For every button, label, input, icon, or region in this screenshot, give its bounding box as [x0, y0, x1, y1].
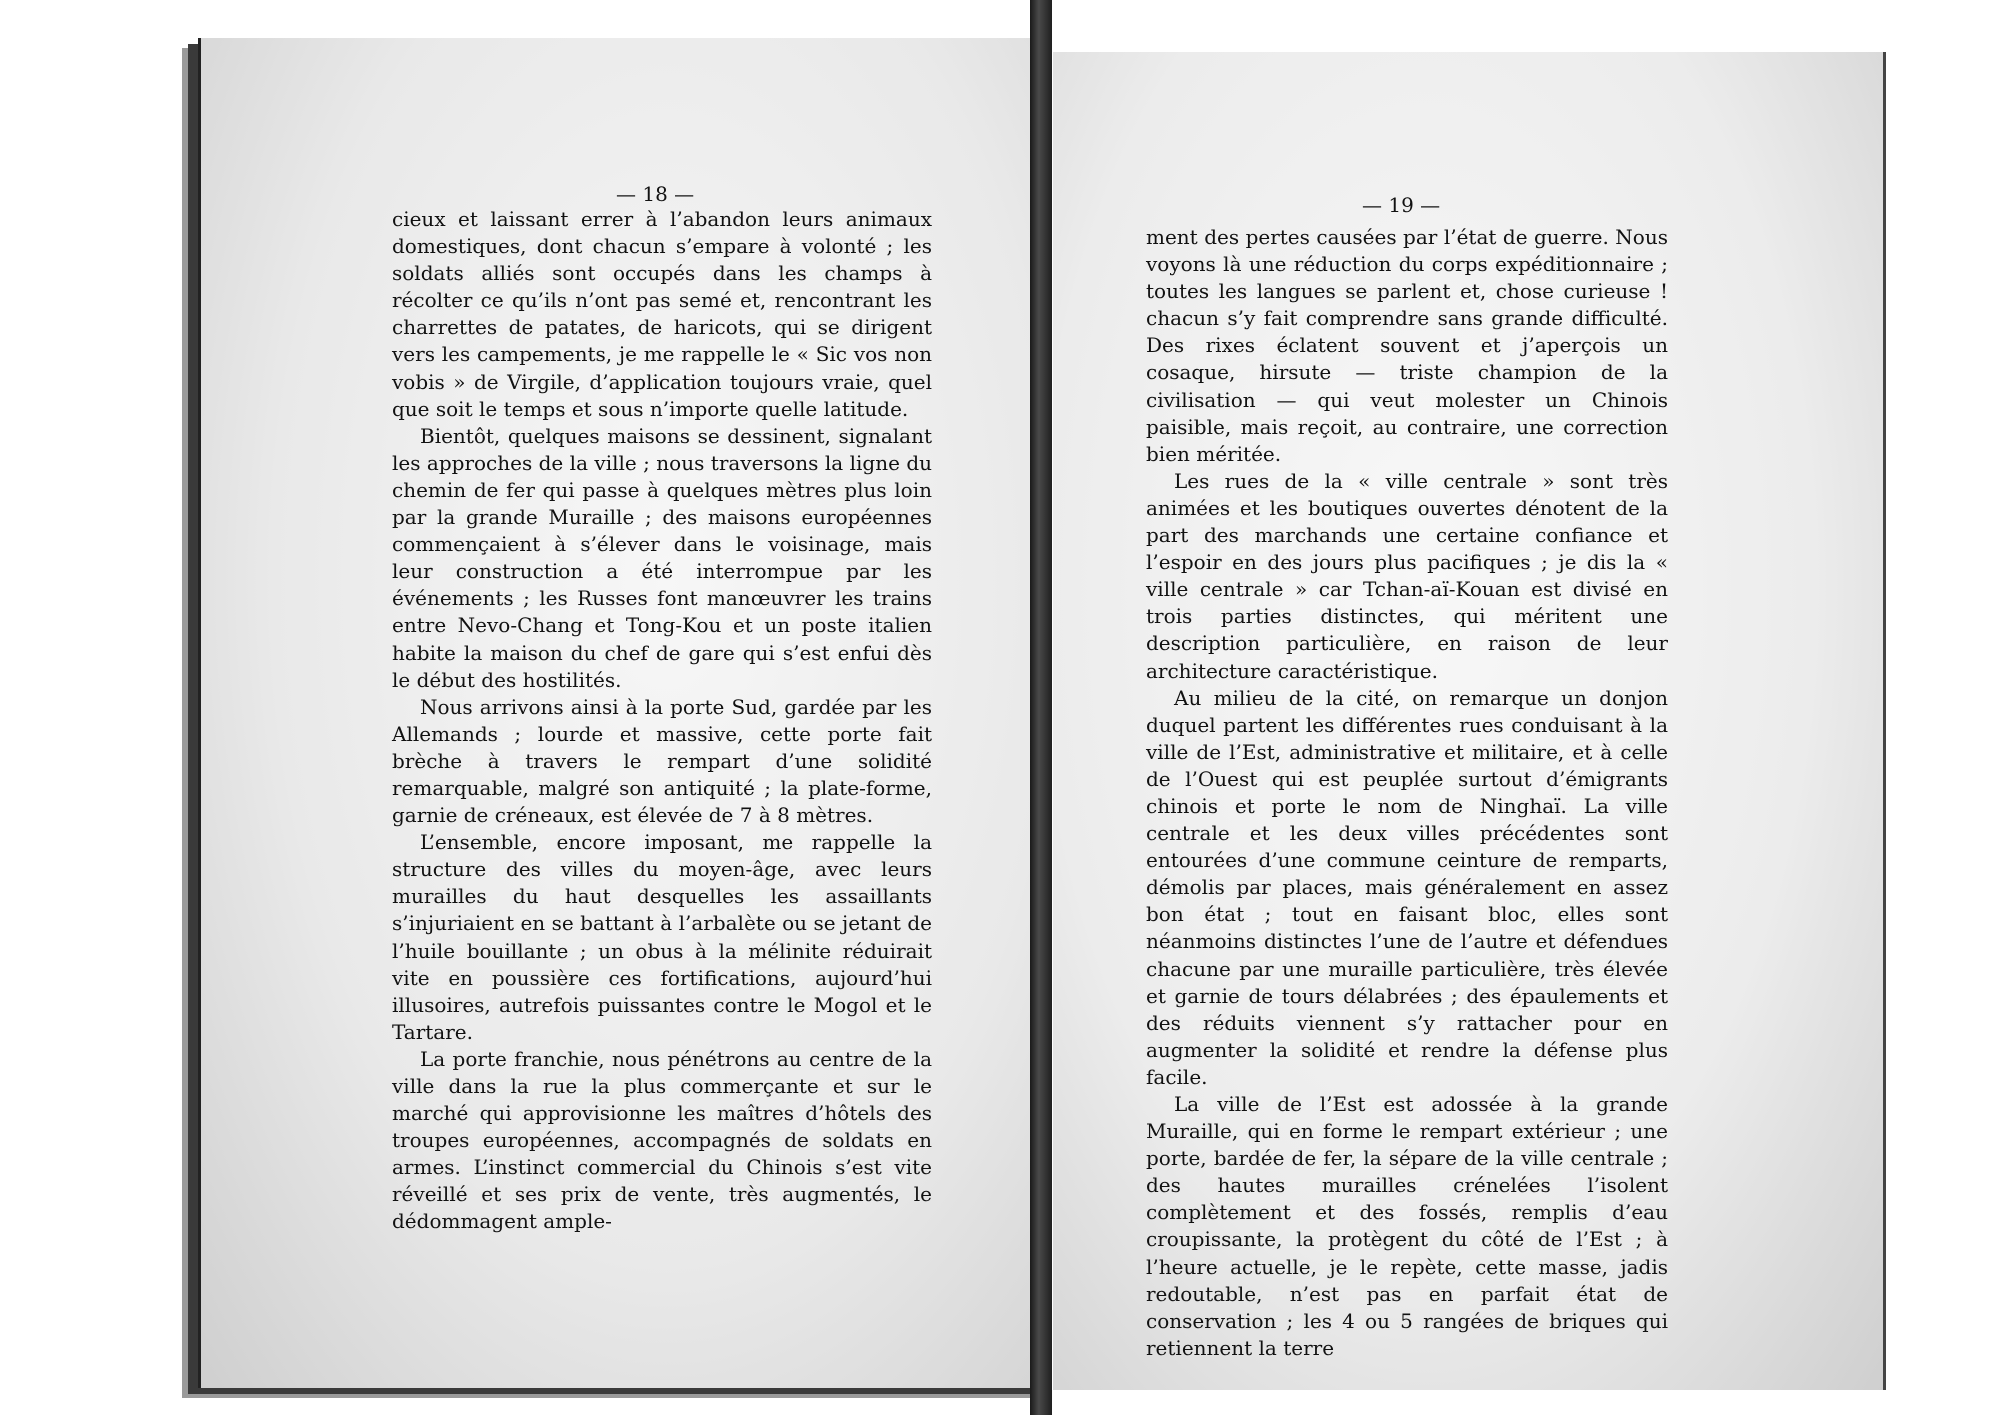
paragraph: La porte franchie, nous pénétrons au centre de la ville dans la rue la plus commerçante et sur le marché qui approvisionne les maîtres d’hôtels des troupes européennes, accompagnés de soldats en armes. L’instinct commercial du Chinois s’est vite réveillé et ses prix de vente, très augmentés, le dédommagent ample- — [392, 1046, 932, 1234]
paragraph: Nous arrivons ainsi à la porte Sud, gardée par les Allemands ; lourde et massive, cette porte fait brèche à travers le rempart d’une solidité remarquable, malgré son antiquité ; la plate-forme, garnie de créneaux, est élevée de 7 à 8 mètres. — [392, 694, 932, 828]
paragraph: Bientôt, quelques maisons se dessinent, signalant les approches de la ville ; nous traversons la ligne du chemin de fer qui passe à quelques mètres plus loin par la grande Muraille ; des maisons européennes commençaient à s’élever dans le voisinage, mais leur construction a été interrompue par les événements ; les Russes font manœuvrer les trains entre Nevo-Chang et Tong-Kou et un poste italien habite la maison du chef de gare qui s’est enfui dès le début des hostilités. — [392, 423, 932, 692]
book-gutter — [1030, 0, 1052, 1415]
paragraph: L’ensemble, encore imposant, me rappelle la structure des villes du moyen-âge, avec leurs murailles du haut desquelles les assaillants s’injuriaient en se battant à l’arbalète ou se jetant de l’huile bouillante ; un obus à la mélinite réduirait vite en poussière ces fortifications, aujourd’hui illusoires, autrefois puissantes contre le Mogol et le Tartare. — [392, 830, 932, 1044]
left-page-text — [392, 206, 932, 1236]
paragraph: Les rues de la « ville centrale » sont très animées et les boutiques ouvertes dénotent de la part des marchands une certaine confiance et l’espoir en des jours plus pacifiques ; je dis la « ville centrale » car Tchan-aï-Kouan est divisé en trois parties distinctes, qui méritent une description particulière, en raison de leur architecture caractéristique. — [1146, 468, 1668, 683]
paragraph: ment des pertes causées par l’état de guerre. Nous voyons là une réduction du corps expéditionnaire ; toutes les langues se parlent et, chose curieuse ! chacun s’y fait comprendre sans grande difficulté. Des rixes éclatent souvent et j’aperçois un cosaque, hirsute — triste champion de la civilisation — qui veut molester un Chinois paisible, mais reçoit, au contraire, une correction bien méritée. — [1146, 225, 1668, 466]
right-page-text — [1146, 224, 1668, 1362]
page-number-right: — 19 — — [1362, 193, 1441, 217]
paragraph: cieux et laissant errer à l’abandon leurs animaux domestiques, dont chacun s’empare à volonté ; les soldats alliés sont occupés dans les champs à récolter ce qu’ils n’ont pas semé et, rencontrant les charrettes de patates, de haricots, qui se dirigent vers les campements, je me rappelle le « Sic vos non vobis » de Virgile, d’application toujours vraie, quel que soit le temps et sous n’importe quelle latitude. — [392, 207, 932, 421]
page-number-left: — 18 — — [616, 182, 695, 206]
paragraph: Au milieu de la cité, on remarque un donjon duquel partent les différentes rues conduisant à la ville de l’Est, administrative et militaire, et à celle de l’Ouest qui est peuplée surtout d’émigrants chinois et porte le nom de Ninghaï. La ville centrale et les deux villes précédentes sont entourées d’une commune ceinture de remparts, démolis par places, mais généralement en assez bon état ; tout en faisant bloc, elles sont néanmoins distinctes l’une de l’autre et défendues chacune par une muraille particulière, très élevée et garnie de tours délabrées ; des épaulements et des réduits viennent s’y rattacher pour en augmenter la solidité et rendre la défense plus facile. — [1146, 685, 1668, 1089]
paragraph: La ville de l’Est est adossée à la grande Muraille, qui en forme le rempart extérieur ; une porte, bardée de fer, la sépare de la ville centrale ; des hautes murailles crénelées l’isolent complètement et des fossés, remplis d’eau croupissante, la protègent du côté de l’Est ; à l’heure actuelle, je le repète, cette masse, jadis redoutable, n’est pas en parfait état de conservation ; les 4 ou 5 rangées de briques qui retiennent la terre — [1146, 1092, 1668, 1360]
